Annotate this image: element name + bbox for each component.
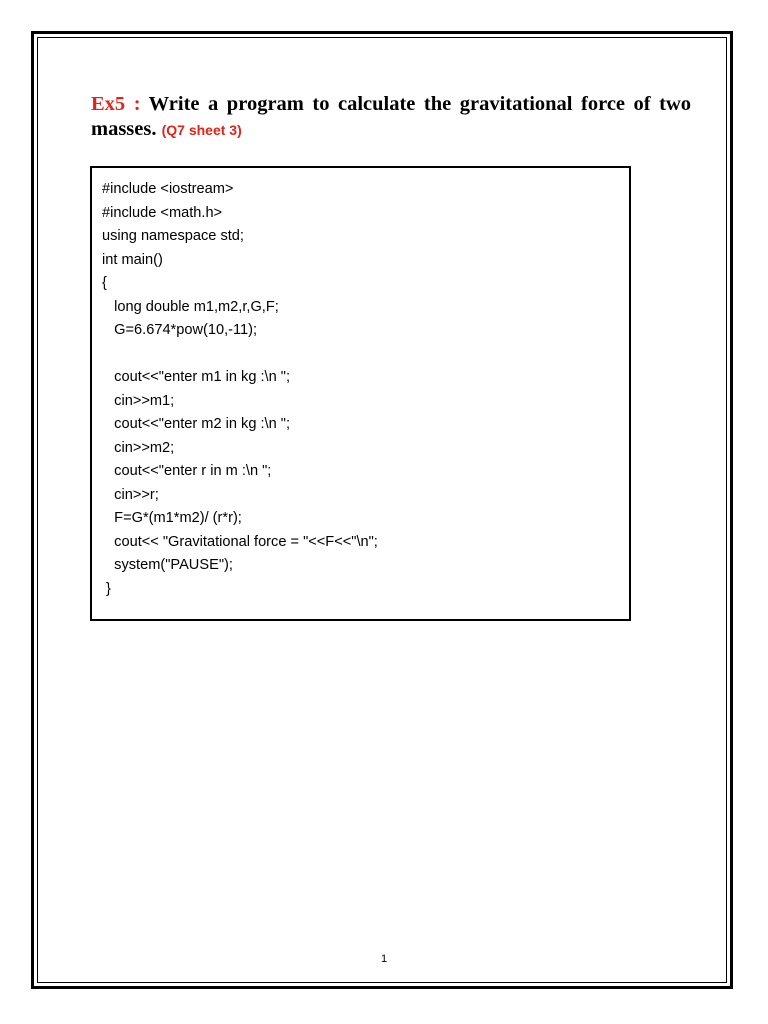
code-lines xyxy=(102,178,378,601)
code-line: } xyxy=(102,580,111,597)
code-line: #include <math.h> xyxy=(102,204,223,221)
code-line: system("PAUSE"); xyxy=(102,557,233,573)
code-line: long double m1,m2,r,G,F; xyxy=(102,298,279,315)
code-line: F=G*(m1*m2)/ (r*r); xyxy=(102,510,242,526)
code-line xyxy=(102,343,378,367)
exercise-reference: (Q7 sheet 3) xyxy=(161,122,242,138)
exercise-label: Ex5 : xyxy=(91,93,141,115)
code-line: G=6.674*pow(10,-11); xyxy=(102,322,258,338)
code-line: cin>>m1; xyxy=(102,392,175,409)
code-block xyxy=(90,166,631,621)
code-line: cout<<"enter m1 in kg :\n "; xyxy=(102,369,291,385)
exercise-heading xyxy=(91,92,691,143)
code-line: cout<<"enter m2 in kg :\n "; xyxy=(102,416,291,432)
code-line: int main() xyxy=(102,251,163,268)
code-line: cin>>m2; xyxy=(102,439,175,456)
exercise-text: Write a program to calculate the gravitational force of two masses. xyxy=(91,93,692,140)
code-line: cout<< "Gravitational force = "<<F<<"\n"; xyxy=(102,533,378,550)
code-line: cin>>r; xyxy=(102,486,159,503)
code-line: #include <iostream> xyxy=(102,181,234,197)
code-line: { xyxy=(102,275,107,291)
code-line: cout<<"enter r in m :\n "; xyxy=(102,463,272,479)
page-number: 1 xyxy=(380,953,388,965)
code-line: using namespace std; xyxy=(102,228,244,244)
